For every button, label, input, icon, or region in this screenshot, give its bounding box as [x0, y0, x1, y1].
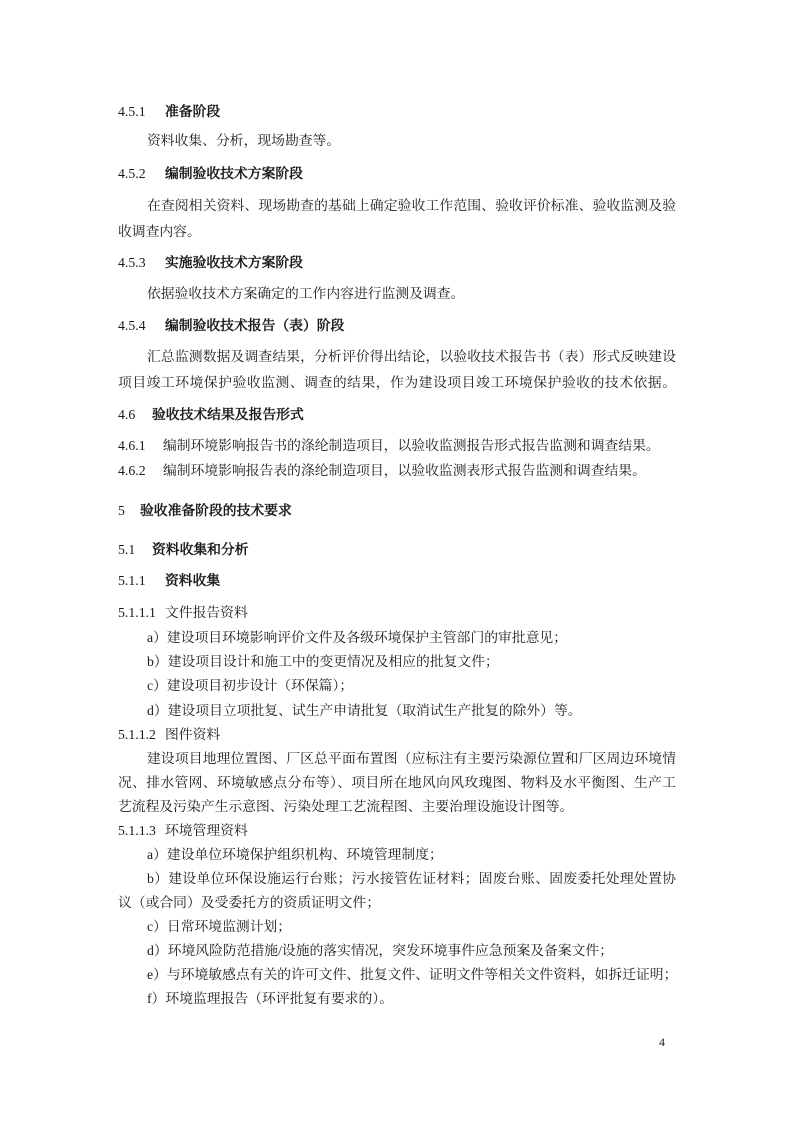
heading-title: 准备阶段: [165, 104, 221, 119]
heading-title: 实施验收技术方案阶段: [165, 255, 303, 270]
paragraph-line: 况、排水管网、环境敏感点分布等）、项目所在地风向风玫瑰图、物料及水平衡图、生产工: [118, 775, 676, 790]
paragraph-line: 收调查内容。: [118, 224, 201, 239]
heading-4-5-1: [118, 102, 220, 122]
heading-title: 验收技术结果及报告形式: [152, 407, 304, 422]
list-item: f）环境监理报告（环评批复有要求的）。: [147, 991, 394, 1006]
heading-title: 资料收集和分析: [152, 542, 249, 557]
heading-4-5-2: [118, 164, 303, 184]
list-item-continuation: 议（或合同）及受委托方的资质证明文件；: [118, 895, 381, 910]
paragraph-line: 艺流程及污染产生示意图、污染处理工艺流程图、主要治理设施设计图等。: [118, 799, 574, 814]
heading-number: 5.1.1.1: [118, 605, 156, 620]
list-item: d）环境风险防范措施/设施的落实情况，突发环境事件应急预案及备案文件；: [147, 943, 614, 958]
heading-5-1-1-1: [118, 603, 248, 623]
heading-number: 4.6: [118, 407, 136, 422]
heading-number: 4.5.1: [118, 104, 146, 119]
list-item: b）建设单位环保设施运行台账；污水接管佐证材料；固废台账、固废委托处理处置协: [147, 871, 676, 886]
heading-title: 验收准备阶段的技术要求: [140, 503, 292, 518]
heading-5-1-1-3: [118, 821, 248, 841]
list-item: c）建设项目初步设计（环保篇）；: [147, 678, 354, 693]
heading-number: 4.5.3: [118, 255, 146, 270]
heading-4-5-4: [118, 316, 344, 336]
paragraph-line: 资料收集、分析，现场勘查等。: [147, 133, 341, 148]
heading-number: 4.5.4: [118, 318, 146, 333]
heading-title: 文件报告资料: [165, 605, 248, 620]
heading-5-1: [118, 540, 249, 560]
heading-title: 环境管理资料: [165, 823, 248, 838]
heading-number: 5: [118, 503, 125, 518]
heading-title: 资料收集: [165, 573, 221, 588]
paragraph-line: 建设项目地理位置图、厂区总平面布置图（应标注有主要污染源位置和厂区周边环境情: [147, 751, 676, 766]
clause-4-6-2: [118, 461, 646, 481]
heading-number: 5.1.1: [118, 573, 146, 588]
heading-5-1-1-2: [118, 725, 220, 745]
heading-number: 5.1.1.3: [118, 823, 156, 838]
heading-number: 5.1: [118, 542, 136, 557]
clause-text: 编制环境影响报告书的涤纶制造项目，以验收监测报告形式报告监测和调查结果。: [163, 438, 660, 453]
page-number: 4: [659, 1035, 665, 1049]
list-item: a）建设项目环境影响评价文件及各级环境保护主管部门的审批意见；: [147, 630, 568, 645]
heading-title: 编制验收技术方案阶段: [165, 166, 303, 181]
heading-title: 图件资料: [165, 727, 221, 742]
heading-number: 4.5.2: [118, 166, 146, 181]
clause-number: 4.6.1: [118, 438, 146, 453]
paragraph-line: 项目竣工环境保护验收监测、调查的结果，作为建设项目竣工环境保护验收的技术依据。: [118, 375, 676, 390]
heading-4-5-3: [118, 253, 303, 273]
list-item: c）日常环境监测计划；: [147, 919, 292, 934]
heading-5-1-1: [118, 571, 220, 591]
list-item: a）建设单位环境保护组织机构、环境管理制度；: [147, 847, 443, 862]
list-item: d）建设项目立项批复、试生产申请批复（取消试生产批复的除外）等。: [147, 703, 582, 718]
paragraph-line: 汇总监测数据及调查结果，分析评价得出结论，以验收技术报告书（表）形式反映建设: [147, 349, 676, 364]
heading-number: 5.1.1.2: [118, 727, 156, 742]
clause-text: 编制环境影响报告表的涤纶制造项目，以验收监测表形式报告监测和调查结果。: [163, 463, 646, 478]
paragraph-line: 在查阅相关资料、现场勘查的基础上确定验收工作范围、验收评价标准、验收监测及验: [147, 198, 676, 213]
heading-5: [118, 501, 292, 521]
clause-number: 4.6.2: [118, 463, 146, 478]
heading-title: 编制验收技术报告（表）阶段: [165, 318, 345, 333]
paragraph-line: 依据验收技术方案确定的工作内容进行监测及调查。: [147, 286, 465, 301]
list-item: b）建设项目设计和施工中的变更情况及相应的批复文件；: [147, 654, 499, 669]
heading-4-6: [118, 405, 304, 425]
list-item: e）与环境敏感点有关的许可文件、批复文件、证明文件等相关文件资料，如拆迁证明；: [147, 967, 678, 982]
clause-4-6-1: [118, 436, 660, 456]
